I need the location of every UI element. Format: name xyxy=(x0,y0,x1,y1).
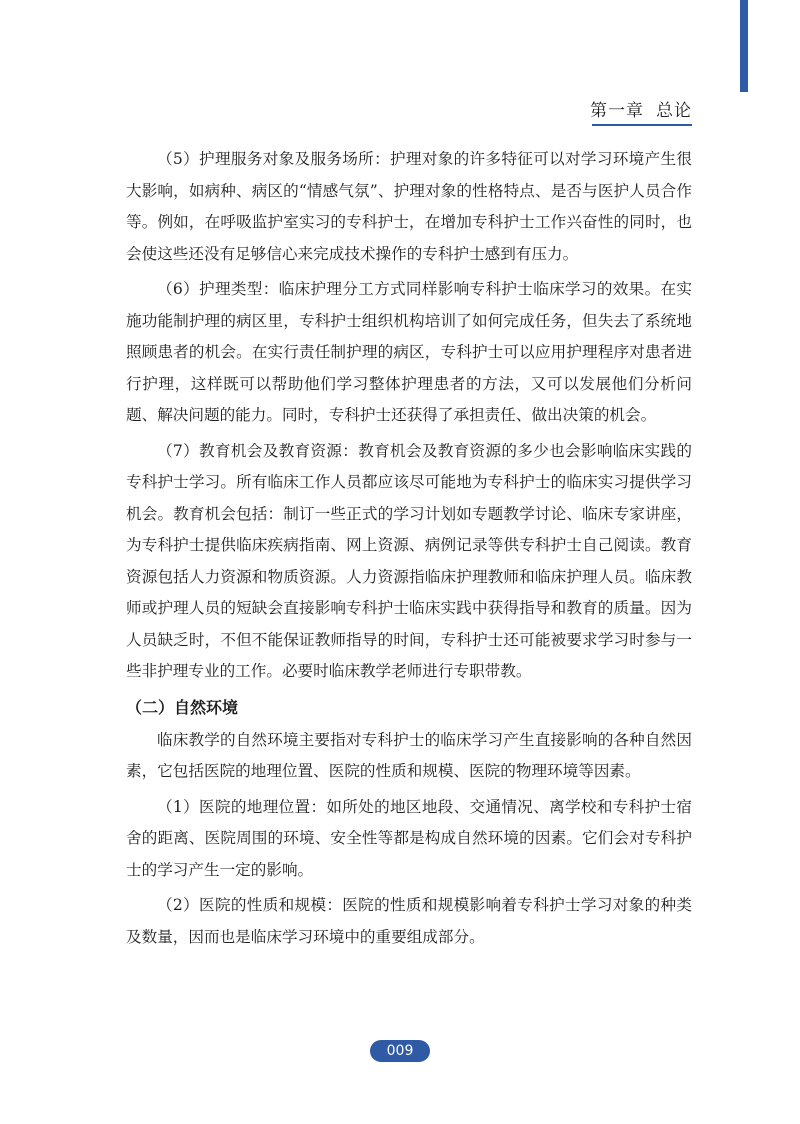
chapter-header xyxy=(590,96,692,121)
chapter-side-bar xyxy=(740,0,748,92)
section-heading-natural-environment: （二）自然环境 xyxy=(126,697,239,717)
paragraph-nursing-type: （6）护理类型：临床护理分工方式同样影响专科护士临床学习的效果。在实施功能制护理的病区里，专科护士组织机构培训了如何完成任务，但失去了系统地照顾患者的机会。在实行责任制护理的病区，专科护士可以应用护理程序对患者进行护理，这样既可以帮助他们学习整体护理患者的方法，又可以发展他们分析问题、解决问题的能力。同时，专科护士还获得了承担责任、做出决策的机会。 xyxy=(126,280,692,424)
paragraph-service-object: （5）护理服务对象及服务场所：护理对象的许多特征可以对学习环境产生很大影响，如病种、病区的“情感气氛”、护理对象的性格特点、是否与医护人员合作等。例如，在呼吸监护室实习的专科护士，在增加专科护士工作兴奋性的同时，也会使这些还没有足够信心来完成技术操作的专科护士感到有压力。 xyxy=(126,150,692,263)
header-rule xyxy=(592,124,692,126)
paragraph-education-resources: （7）教育机会及教育资源：教育机会及教育资源的多少也会影响临床实践的专科护士学习。所有临床工作人员都应该尽可能地为专科护士的临床实习提供学习机会。教育机会包括：制订一些正式的学习计划如专题教学讨论、临床专家讲座，为专科护士提供临床疾病指南、网上资源、病例记录等供专科护士自己阅读。教育资源包括人力资源和物质资源。人力资源指临床护理教师和临床护理人员。临床教师或护理人员的短缺会直接影响专科护士临床实践中获得指导和教育的质量。因为人员缺乏时，不但不能保证教师指导的时间，专科护士还可能被要求学习时参与一些非护理专业的工作。必要时临床教学老师进行专职带教。 xyxy=(126,441,692,680)
page-body xyxy=(126,144,692,957)
paragraph-natural-intro: 临床教学的自然环境主要指对专科护士的临床学习产生直接影响的各种自然因素，它包括医院的地理位置、医院的性质和规模、医院的物理环境等因素。 xyxy=(126,730,692,780)
chapter-title: 总论 xyxy=(656,101,692,121)
page-number: 009 xyxy=(370,1040,430,1062)
paragraph-hospital-scale: （2）医院的性质和规模：医院的性质和规模影响着专科护士学习对象的种类及数量，因而也是临床学习环境中的重要组成部分。 xyxy=(126,896,692,946)
chapter-number: 第一章 xyxy=(590,101,644,121)
paragraph-hospital-location: （1）医院的地理位置：如所处的地区地段、交通情况、离学校和专科护士宿舍的距离、医院周围的环境、安全性等都是构成自然环境的因素。它们会对专科护士的学习产生一定的影响。 xyxy=(126,797,692,879)
